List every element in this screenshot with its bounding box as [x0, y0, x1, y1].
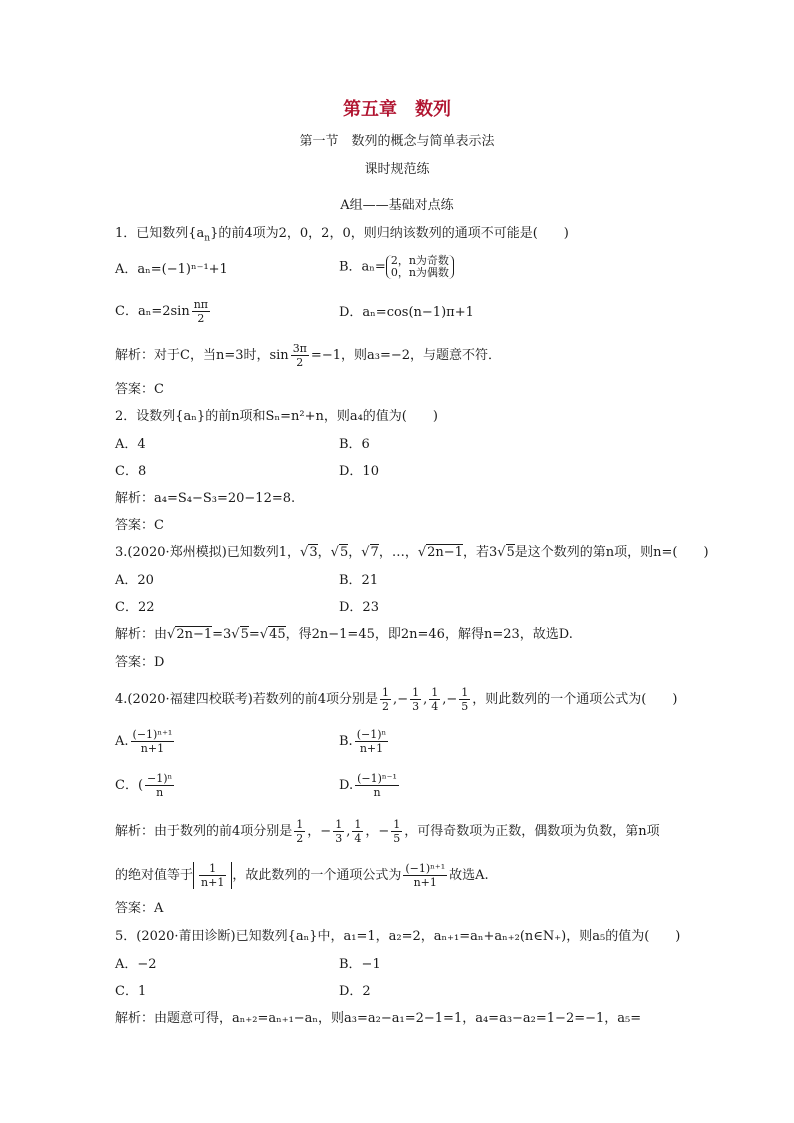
q2-option-a: A．4 — [115, 437, 146, 452]
q3-solution: 解析：由√ 2n−1=3√ 5=√ 45，得2n−1=45，即2n=46，解得n=23，故选D. — [115, 626, 573, 644]
q2-option-d: D．10 — [339, 464, 379, 479]
q1-stem: 1．已知数列$\{a_n\}$的前4项为2，0，2，0，则归纳该数列的通项不可能是( ) — [115, 226, 569, 244]
q5-option-d: D．2 — [339, 984, 371, 999]
q3-option-c: C．22 — [115, 600, 155, 615]
chapter-title: 第五章 数列 — [343, 99, 451, 120]
q5-solution: 解析：由题意可得，aₙ₊₂=aₙ₊₁−aₙ，则a₃=a₂−a₁=2−1=1，a₄=a₃−a₂=1−2=−1，a₅= — [115, 1011, 642, 1026]
q4-option-a: A. $\frac{\text{(−1)ⁿ⁺¹}}{n+1}$ — [115, 728, 173, 755]
q4-option-c: C．( $\frac{\text{−1)ⁿ}}{n}$ — [115, 772, 173, 799]
q4-solution-line1: 解析：由于数列的前4项分别是 $\frac{1}{2}$ ，− $\frac{1}{3}$ , $\frac{1}{4}$ ，− $\frac{1}{5}$ ，可得奇数项为正数，偶数项为负数，第n项 — [115, 818, 660, 845]
q5-option-a: A．−2 — [115, 957, 157, 972]
q3-option-b: B．21 — [339, 573, 379, 588]
section-title: 第一节 数列的概念与简单表示法 — [299, 134, 495, 149]
q4-option-d: D. $\frac{\text{(−1)ⁿ⁻¹}}{n}$ — [339, 772, 397, 799]
group-title: A组——基础对点练 — [340, 198, 454, 213]
q3-answer: 答案：D — [115, 655, 165, 670]
q1-option-d: D．aₙ=cos(n−1)π+1 — [339, 305, 474, 320]
q5-option-c: C．1 — [115, 984, 147, 999]
q4-option-b: B. $\frac{\text{(−1)ⁿ}}{n+1}$ — [339, 728, 387, 755]
q4-stem: 4.(2020·福建四校联考)若数列的前4项分别是 $\frac{1}{2}$ ,− $\frac{1}{3}$ , $\frac{1}{4}$ ,− $\frac{1}{5}$ ，则此数列的一个通项公式为( ) — [115, 686, 678, 713]
piecewise-brace: 2，n为奇数 0，n为偶数 — [386, 255, 454, 279]
q4-answer: 答案：A — [115, 901, 164, 916]
q2-solution: 解析：a₄=S₄−S₃=20−12=8. — [115, 491, 296, 506]
q1-option-a: A．aₙ=(−1)ⁿ⁻¹+1 — [115, 262, 228, 277]
q5-stem: 5．(2020·莆田诊断)已知数列{aₙ}中，a₁=1，a₂=2，aₙ₊₁=aₙ+aₙ₊₂(n∈N₊)，则a₅的值为( ) — [115, 929, 681, 944]
q1-solution: 解析：对于C，当n=3时，sin $\frac{3\pi}{2}$ =−1，则a₃=−2，与题意不符． — [115, 342, 501, 369]
practice-title: 课时规范练 — [364, 162, 430, 177]
absolute-value: $\frac{1}{n+1}$ — [193, 862, 232, 889]
q2-stem: 2．设数列{aₙ}的前n项和Sₙ=n²+n，则a₄的值为( ) — [115, 409, 438, 424]
q3-option-a: A．20 — [115, 573, 154, 588]
q1-answer: 答案：C — [115, 382, 164, 397]
q2-answer: 答案：C — [115, 518, 164, 533]
q4-solution-line2: 的绝对值等于 $\frac{1}{n+1}$ ，故此数列的一个通项公式为 $\frac{\text{(−1)ⁿ⁺¹}}{n+1}$ 故选A. — [115, 862, 489, 889]
q3-stem: 3.(2020·郑州模拟)已知数列1，√ 3，√ 5，√ 7，…，√ 2n−1，若3√ 5是这个数列的第n项，则n=( ) — [115, 544, 709, 562]
q1-option-c: C．aₙ=2sin $\frac{n\pi}{2}$ — [115, 298, 209, 325]
q5-option-b: B．−1 — [339, 957, 381, 972]
q1-option-b: B．aₙ= 2，n为奇数 0，n为偶数 — [339, 255, 454, 279]
q3-option-d: D．23 — [339, 600, 379, 615]
q2-option-b: B．6 — [339, 437, 370, 452]
q2-option-c: C．8 — [115, 464, 147, 479]
